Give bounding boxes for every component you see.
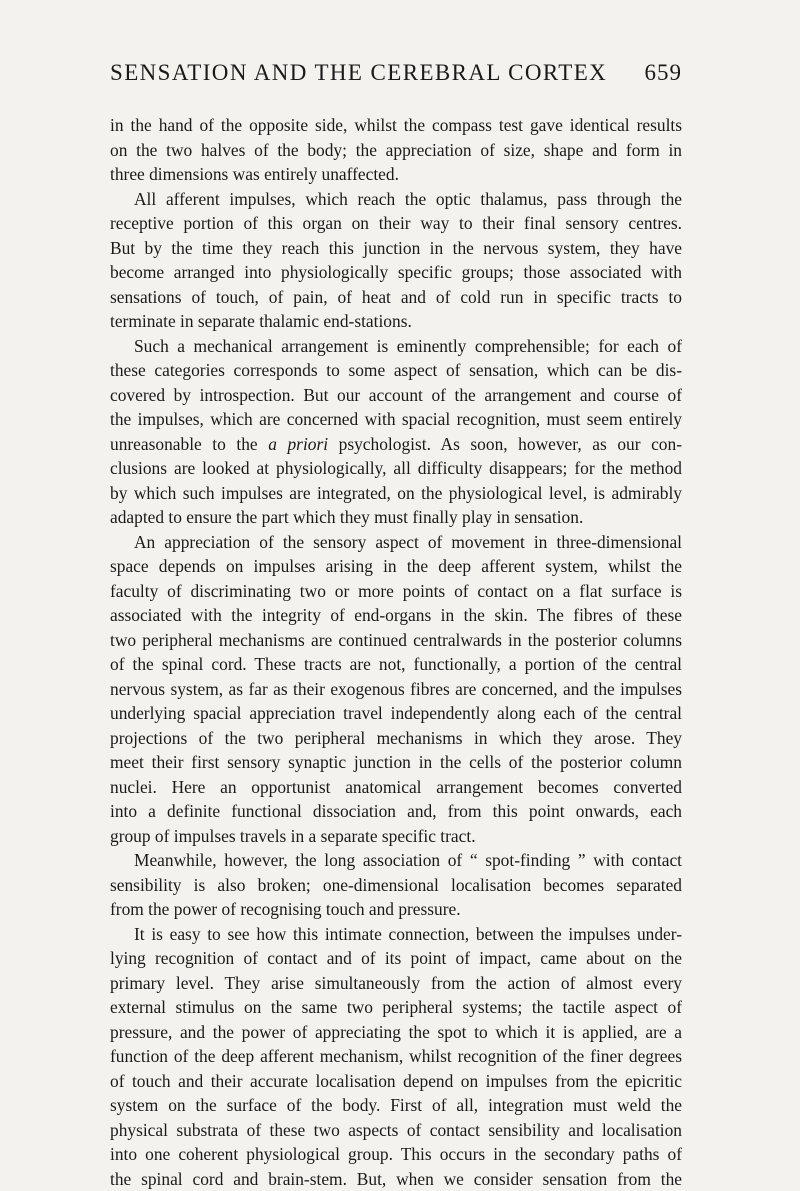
text-line: underlying spacial appreciation travel independently along each of the central <box>110 701 682 726</box>
text-line: become arranged into physiologically specific groups; those associated with <box>110 260 682 285</box>
text-line: into one coherent physiological group. This occurs in the secondary paths of <box>110 1142 682 1167</box>
text-line: three dimensions was entirely unaffected. <box>110 162 682 187</box>
text-line: receptive portion of this organ on their way to their final sensory centres. <box>110 211 682 236</box>
text-line: on the two halves of the body; the appreciation of size, shape and form in <box>110 138 682 163</box>
text-line: pressure, and the power of appreciating the spot to which it is applied, are a <box>110 1020 682 1045</box>
page-number: 659 <box>645 60 683 86</box>
page-header <box>110 60 682 92</box>
text-line: adapted to ensure the part which they must finally play in sensation. <box>110 505 682 530</box>
text-line: two peripheral mechanisms are continued centralwards in the posterior columns <box>110 628 682 653</box>
text-line: lying recognition of contact and of its point of impact, came about on the <box>110 946 682 971</box>
text-line: in the hand of the opposite side, whilst the compass test gave identical results <box>110 113 682 138</box>
text-line: into a definite functional dissociation and, from this point onwards, each <box>110 799 682 824</box>
text-line: nuclei. Here an opportunist anatomical arrangement becomes converted <box>110 775 682 800</box>
text-line: of the spinal cord. These tracts are not, functionally, a portion of the central <box>110 652 682 677</box>
text-line: All afferent impulses, which reach the optic thalamus, pass through the <box>110 187 682 212</box>
text-line: from the power of recognising touch and pressure. <box>110 897 682 922</box>
page-body <box>110 113 682 1191</box>
italic-term: a priori <box>268 434 328 454</box>
text-line: But by the time they reach this junction in the nervous system, they have <box>110 236 682 261</box>
text-line: primary level. They arise simultaneously from the action of almost every <box>110 971 682 996</box>
running-head: SENSATION AND THE CEREBRAL CORTEX <box>110 60 607 86</box>
text-line: physical substrata of these two aspects of contact sensibility and localisation <box>110 1118 682 1143</box>
text-line: clusions are looked at physiologically, all difficulty disappears; for the method <box>110 456 682 481</box>
text-line: Meanwhile, however, the long association of “ spot-finding ” with contact <box>110 848 682 873</box>
text-line: external stimulus on the same two peripheral systems; the tactile aspect of <box>110 995 682 1020</box>
text-line: Such a mechanical arrangement is eminently comprehensible; for each of <box>110 334 682 359</box>
text-line: sensibility is also broken; one-dimensional localisation becomes separated <box>110 873 682 898</box>
text-line: function of the deep afferent mechanism, whilst recognition of the finer degrees <box>110 1044 682 1069</box>
text-line: An appreciation of the sensory aspect of movement in three-dimensional <box>110 530 682 555</box>
text-line: by which such impulses are integrated, on the physiological level, is admirably <box>110 481 682 506</box>
text-line: unreasonable to the a priori psychologist. As soon, however, as our con- <box>110 432 682 457</box>
text-line: associated with the integrity of end-organs in the skin. The fibres of these <box>110 603 682 628</box>
text-line: group of impulses travels in a separate specific tract. <box>110 824 682 849</box>
text-line: projections of the two peripheral mechanisms in which they arose. They <box>110 726 682 751</box>
text-line: the spinal cord and brain-stem. But, when we consider sensation from the <box>110 1167 682 1191</box>
text-line: the impulses, which are concerned with spacial recognition, must seem entirely <box>110 407 682 432</box>
text-line: space depends on impulses arising in the deep afferent system, whilst the <box>110 554 682 579</box>
text-line: faculty of discriminating two or more points of contact on a flat surface is <box>110 579 682 604</box>
text-line: It is easy to see how this intimate connection, between the impulses under- <box>110 922 682 947</box>
text-line: sensations of touch, of pain, of heat and of cold run in specific tracts to <box>110 285 682 310</box>
text-line: terminate in separate thalamic end-stations. <box>110 309 682 334</box>
text-line: system on the surface of the body. First of all, integration must weld the <box>110 1093 682 1118</box>
text-line: meet their first sensory synaptic junction in the cells of the posterior column <box>110 750 682 775</box>
text-line: these categories corresponds to some aspect of sensation, which can be dis- <box>110 358 682 383</box>
text-line: nervous system, as far as their exogenous fibres are concerned, and the impulses <box>110 677 682 702</box>
text-line: covered by introspection. But our account of the arrangement and course of <box>110 383 682 408</box>
text-line: of touch and their accurate localisation depend on impulses from the epicritic <box>110 1069 682 1094</box>
